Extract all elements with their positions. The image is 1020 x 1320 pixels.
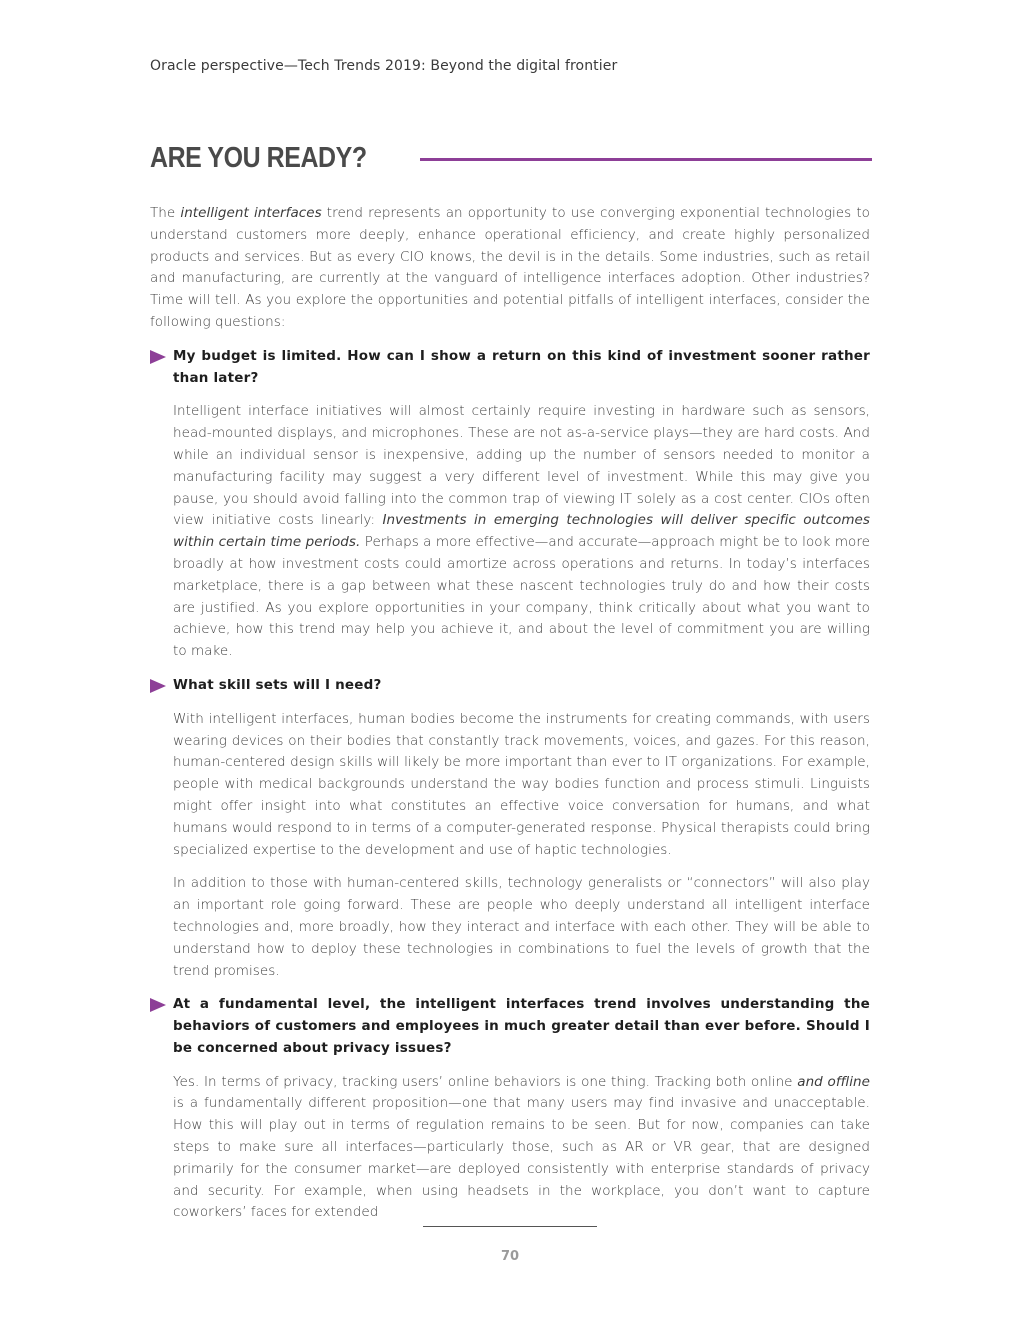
question-2	[150, 675, 870, 697]
answer-1-paragraph	[173, 401, 870, 663]
intro-text-cont: trend represents an opportunity to use converging exponential technologies to understand customers more deeply, enhance operational efficiency, and create highly personalized products and services. But as every CIO knows, the devil is in the details. Some industries, such as retail and manufacturing, are currently at the vanguard of intelligence interfaces adoption. Other industries? Time will tell. As you explore the opportunities and potential pitfalls of intelligent interfaces, consider the following questions:	[150, 205, 870, 330]
page-number: 70	[500, 1249, 520, 1264]
answer-2-paragraph-1: With intelligent interfaces, human bodies become the instruments for creating commands, with users wearing devices on their bodies that constantly track movements, voices, and gazes. For this reason, human-centered design skills will likely be more important than ever to IT organizations. For example, people with medical backgrounds understand the way bodies function and process stimuli. Linguists might offer insight into what constitutes an effective voice conversation for humans, and what humans would respond to in terms of a computer-generated response. Physical therapists could bring specialized expertise to the development and use of haptic technologies.	[173, 710, 870, 858]
answer-3-paragraph	[173, 1072, 870, 1225]
section-title-row	[150, 138, 872, 178]
triangle-bullet-icon	[150, 679, 166, 693]
answer-3-text: Yes. In terms of privacy, tracking users’ online behaviors is one thing. Tracking both online	[173, 1073, 798, 1090]
triangle-bullet-icon	[150, 350, 166, 364]
intro-emphasis: intelligent interfaces	[180, 205, 322, 221]
answer-3-text-cont: is a fundamentally different proposition—one that many users may find invasive and unacceptable. How this will play out in terms of regulation remains to be seen. But for now, companies can take steps to make sure all interfaces—particularly those, such as AR or VR gear, that are designed primarily for the consumer market—are deployed consistently with enterprise standards of privacy and security. For example, when using headsets in the workplace, you don’t want to capture coworkers’ faces for extended	[173, 1095, 870, 1221]
question-1	[150, 346, 870, 390]
answer-3-emphasis: and offline	[797, 1073, 870, 1090]
answer-1-text: Intelligent interface initiatives will almost certainly require investing in hardware such as sensors, head-mounted displays, and microphones. These are not as-a-service plays—they are hard costs. And while an individual sensor is inexpensive, adding up the number of sensors needed to monitor a manufacturing facility may suggest a very different level of investment. While this may give you pause, you should avoid falling into the common trap of viewing IT solely as a cost center. CIOs often view initiative costs linearly:	[173, 403, 870, 529]
question-3-text: At a fundamental level, the intelligent interfaces trend involves understanding the behaviors of customers and employees in much greater detail than ever before. Should I be concerned about privacy issues?	[173, 996, 870, 1056]
answer-2-paragraph-2: In addition to those with human-centered skills, technology generalists or “connectors” will also play an important role going forward. These are people who deeply understand all intelligent interface technologies and, more broadly, how they interact and interface with each other. They will be able to understand how to deploy these technologies in combinations to fuel the levels of growth that the trend promises.	[173, 875, 870, 979]
triangle-bullet-icon	[150, 998, 166, 1012]
running-head: Oracle perspective—Tech Trends 2019: Beyond the digital frontier	[150, 58, 618, 74]
answer-1-text-cont: Perhaps a more effective—and accurate—approach might be to look more broadly at how investment costs could amortize across operations and returns. In today’s interfaces marketplace, there is a gap between what these nascent technologies truly do and how their costs are justified. As you explore opportunities in your company, think critically about what you want to achieve, how this trend may help you achieve it, and about the level of commitment you are willing to make.	[173, 534, 870, 660]
section-title: ARE YOU READY?	[150, 141, 367, 174]
article-body	[150, 203, 870, 1236]
question-2-text: What skill sets will I need?	[173, 676, 382, 693]
question-1-text: My budget is limited. How can I show a return on this kind of investment sooner rather than later?	[173, 347, 870, 386]
answer-1-emphasis: Investments in emerging technologies will deliver specific outcomes within certain time periods.	[173, 512, 870, 551]
question-3	[150, 994, 870, 1059]
footer-rule	[423, 1226, 597, 1227]
intro-text: The	[150, 205, 181, 221]
title-rule	[420, 158, 872, 161]
intro-paragraph	[150, 203, 870, 334]
